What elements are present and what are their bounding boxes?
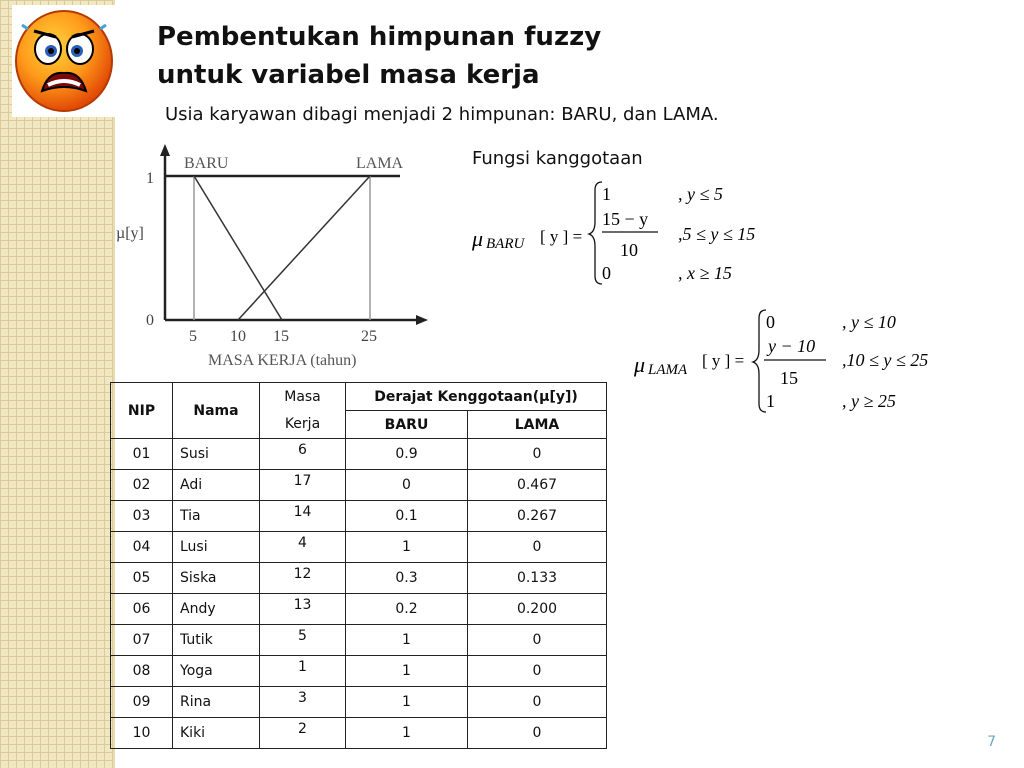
cell-nip: 07 [111,625,173,656]
table-row [111,656,607,687]
cell-nip: 10 [111,718,173,749]
cell-baru: 1 [346,687,468,718]
cell-masa: 4 [260,532,346,563]
header-masa: Masa [284,388,321,405]
cell-baru: 0 [346,470,468,501]
cell-masa: 1 [260,656,346,687]
cell-lama: 0.467 [468,470,607,501]
y-tick-0: 0 [146,312,154,329]
header-derajat: Derajat Kenggotaan(µ[y]) [346,383,607,411]
mu-argument: [ y ] = [702,351,745,370]
mu-subscript: LAMA [648,362,688,378]
x-axis-arrow [416,315,428,325]
cell-baru: 1 [346,656,468,687]
mu-argument: [ y ] = [540,227,583,246]
cell-nip: 03 [111,501,173,532]
case3-condition: , x ≥ 15 [678,263,732,283]
cell-nama: Adi [173,470,260,501]
mu-subscript: BARU [486,236,525,252]
cell-nip: 06 [111,594,173,625]
header-nama: Nama [173,383,260,439]
cell-masa: 17 [260,470,346,501]
title-line-2: untuk variabel masa kerja [157,60,540,90]
cell-lama: 0 [468,687,607,718]
table-row [111,501,607,532]
x-tick-15: 15 [273,328,289,345]
cell-nama: Andy [173,594,260,625]
cell-nama: Susi [173,439,260,470]
fungsi-keanggotaan-label: Fungsi kanggotaan [472,148,643,169]
slide-title [157,18,601,94]
cell-lama: 0 [468,532,607,563]
cell-nama: Lusi [173,532,260,563]
case1-value: 1 [602,184,611,204]
cell-nip: 04 [111,532,173,563]
label-baru: BARU [184,155,229,172]
cell-baru: 0.3 [346,563,468,594]
y-axis-arrow [160,144,170,156]
cell-lama: 0.267 [468,501,607,532]
table-row [111,532,607,563]
table-row [111,594,607,625]
mu-symbol: μ [634,352,646,377]
y-tick-1: 1 [146,170,154,187]
mu-symbol: μ [472,226,484,251]
cell-lama: 0.133 [468,563,607,594]
x-tick-5: 5 [189,328,197,345]
cell-nama: Kiki [173,718,260,749]
cell-masa: 13 [260,594,346,625]
case2-denominator: 15 [780,368,798,388]
cell-masa: 12 [260,563,346,594]
cell-baru: 1 [346,625,468,656]
cell-nama: Tutik [173,625,260,656]
cell-masa: 2 [260,718,346,749]
cell-nip: 08 [111,656,173,687]
formula-lama [632,304,962,416]
baru-line [194,176,282,320]
case2-condition: ,10 ≤ y ≤ 25 [842,350,929,370]
cell-nama: Yoga [173,656,260,687]
case1-value: 0 [766,312,775,332]
y-axis-label: µ[y] [116,225,144,242]
x-tick-25: 25 [361,328,377,345]
cell-masa: 14 [260,501,346,532]
header-lama: LAMA [468,411,607,439]
table-row [111,718,607,749]
cell-lama: 0 [468,439,607,470]
table-row [111,439,607,470]
title-line-1: Pembentukan himpunan fuzzy [157,22,602,52]
cell-baru: 0.9 [346,439,468,470]
cell-nip: 05 [111,563,173,594]
cell-masa: 6 [260,439,346,470]
formula-baru [470,176,790,288]
case3-value: 0 [602,263,611,283]
cell-nip: 01 [111,439,173,470]
header-nip: NIP [111,383,173,439]
label-lama: LAMA [356,155,404,172]
table-row [111,563,607,594]
cell-baru: 0.1 [346,501,468,532]
cell-lama: 0 [468,625,607,656]
x-axis-label: MASA KERJA (tahun) [208,352,357,369]
cell-lama: 0.200 [468,594,607,625]
table-row [111,470,607,501]
lama-line [238,176,370,320]
case2-condition: ,5 ≤ y ≤ 15 [678,224,756,244]
case3-value: 1 [766,391,775,411]
cell-nama: Siska [173,563,260,594]
membership-table [110,382,607,749]
cell-nama: Tia [173,501,260,532]
cell-masa: 5 [260,625,346,656]
header-masa-kerja [260,383,346,439]
cell-baru: 1 [346,718,468,749]
brace [589,182,602,284]
cell-masa: 3 [260,687,346,718]
slide-subtitle: Usia karyawan dibagi menjadi 2 himpunan: BARU, dan LAMA. [165,104,719,125]
x-tick-10: 10 [230,328,246,345]
cell-nip: 02 [111,470,173,501]
cell-baru: 0.2 [346,594,468,625]
header-kerja: Kerja [284,415,321,432]
brace [753,310,766,412]
membership-graph [116,140,440,375]
cell-lama: 0 [468,718,607,749]
cell-baru: 1 [346,532,468,563]
cell-nip: 09 [111,687,173,718]
table-row [111,625,607,656]
page-number: 7 [987,734,996,750]
table-row [111,687,607,718]
case1-condition: , y ≤ 5 [678,184,723,204]
case2-denominator: 10 [620,240,638,260]
case1-condition: , y ≤ 10 [842,312,896,332]
case3-condition: , y ≥ 25 [842,391,896,411]
header-baru: BARU [346,411,468,439]
cell-lama: 0 [468,656,607,687]
cell-nama: Rina [173,687,260,718]
scared-face-icon [12,5,116,117]
case2-numerator: y − 10 [768,336,816,356]
case2-numerator: 15 − y [602,209,649,229]
